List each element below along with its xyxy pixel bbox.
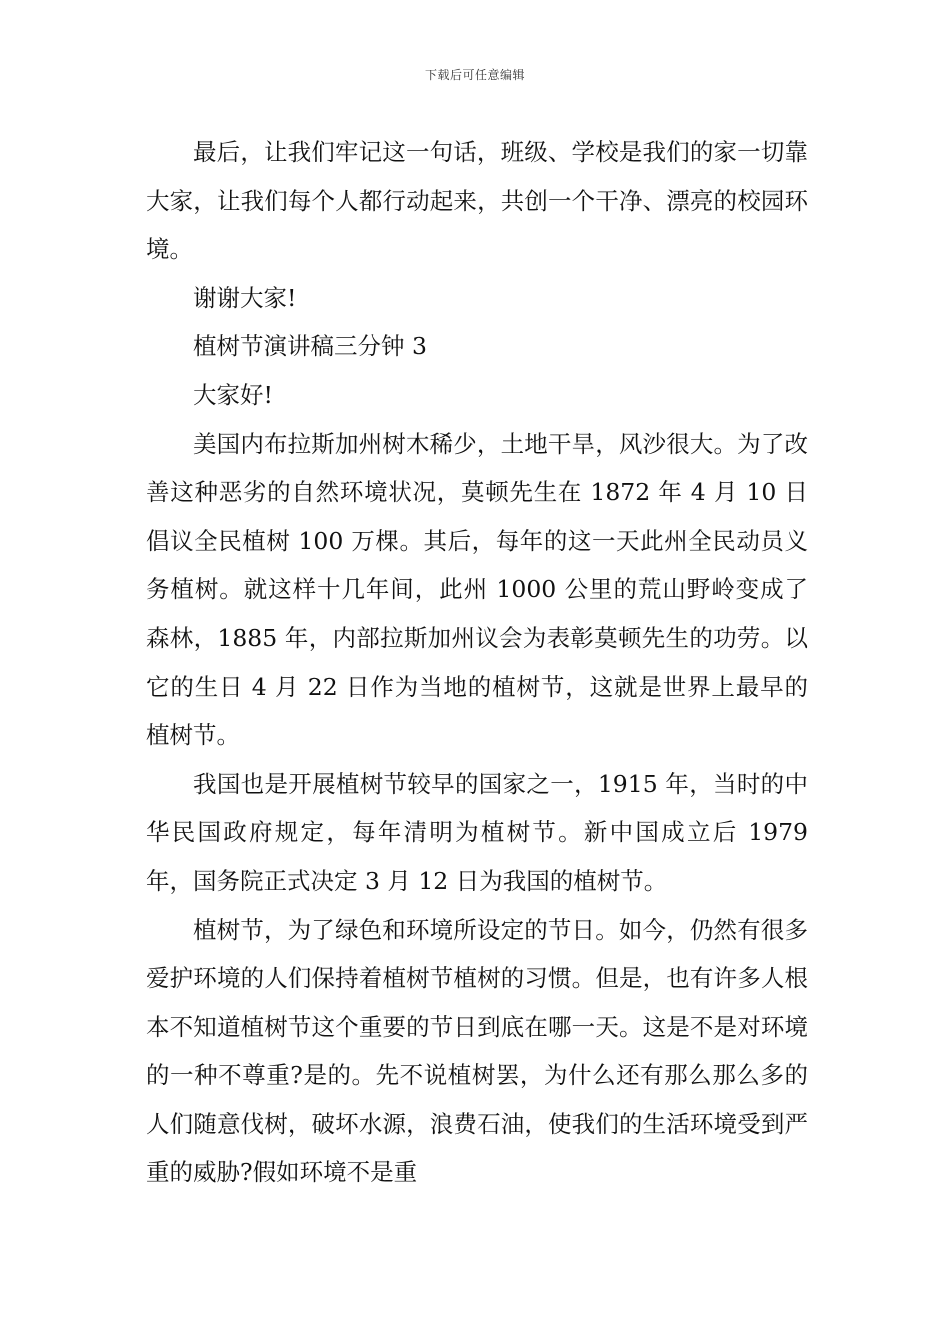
- paragraph-nebraska: 美国内布拉斯加州树木稀少，土地干旱，风沙很大。为了改善这种恶劣的自然环境状况，莫顿先生在 1872 年 4 月 10 日倡议全民植树 100 万棵。其后，每年的这一天此州全民动员义务植树。就这样十几年间，此州 1000 公里的荒山野岭变成了森林，1885 年，内部拉斯加州议会为表彰莫顿先生的功劳。以它的生日 4 月 22 日作为当地的植树节，这就是世界上最早的植树节。: [146, 429, 808, 750]
- paragraph-greeting: 大家好!: [193, 380, 273, 409]
- paragraph-closing: 最后，让我们牢记这一句话，班级、学校是我们的家一切靠大家，让我们每个人都行动起来，共创一个干净、漂亮的校园环境。: [146, 138, 808, 264]
- paragraph-china-history: 我国也是开展植树节较早的国家之一，1915 年，当时的中华民国政府规定，每年清明为植树节。新中国成立后 1979 年，国务院正式决定 3 月 12 日为我国的植树节。: [146, 769, 808, 895]
- document-body: [146, 128, 808, 1197]
- paragraph-arbor-day: 植树节，为了绿色和环境所设定的节日。如今，仍然有很多爱护环境的人们保持着植树节植树的习惯。但是，也有许多人根本不知道植树节这个重要的节日到底在哪一天。这是不是对环境的一种不尊重?是的。先不说植树罢，为什么还有那么那么多的人们随意伐树，破坏水源，浪费石油，使我们的生活环境受到严重的威胁?假如环境不是重: [146, 915, 808, 1187]
- paragraph-title: 植树节演讲稿三分钟 3: [193, 332, 427, 361]
- paragraph-thanks: 谢谢大家!: [193, 283, 297, 312]
- page-header: 下载后可任意编辑: [424, 68, 525, 82]
